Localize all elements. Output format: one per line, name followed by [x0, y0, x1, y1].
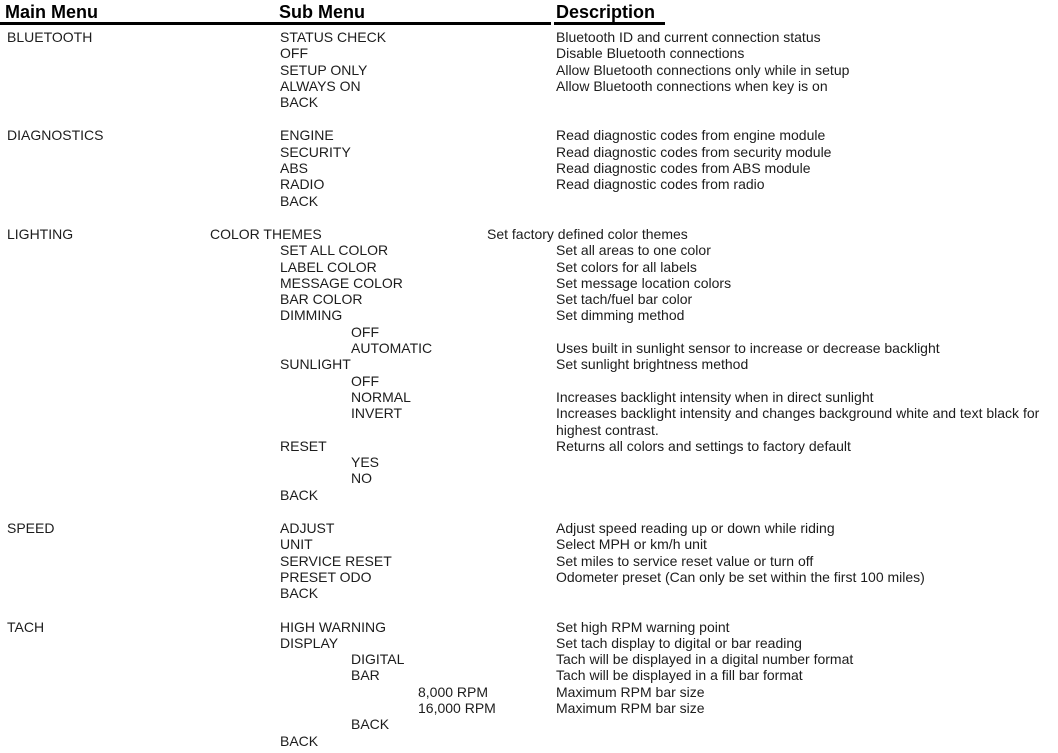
description-text: Set message location colors: [556, 274, 732, 291]
sub-menu-label: BACK: [280, 585, 319, 602]
description-text: Read diagnostic codes from radio: [556, 176, 765, 193]
menu-row: [0, 78, 1058, 94]
menu-row: [0, 667, 1058, 683]
menu-row: [0, 585, 1058, 601]
sub-menu-label: ENGINE: [280, 127, 334, 144]
description-text: Increases backlight intensity when in direct sunlight: [556, 388, 874, 405]
menu-row: [0, 651, 1058, 667]
description-text: Tach will be displayed in a digital number format: [556, 651, 854, 668]
menu-row: [0, 635, 1058, 651]
menu-section-diagnostics: [0, 127, 1058, 208]
description-text: Odometer preset (Can only be set within the first 100 miles): [556, 568, 925, 585]
description-text: Read diagnostic codes from engine module: [556, 127, 826, 144]
column-header-description: Description: [556, 2, 656, 22]
menu-row: [0, 226, 1058, 242]
sub-menu-label: RADIO: [280, 176, 325, 193]
menu-row: [0, 700, 1058, 716]
menu-row: [0, 487, 1058, 503]
sub-menu-label: PRESET ODO: [280, 568, 372, 585]
description-text: Disable Bluetooth connections: [556, 45, 745, 62]
description-text: Tach will be displayed in a fill bar format: [556, 667, 803, 684]
menu-row: [0, 569, 1058, 585]
sub-menu-label: BACK: [280, 192, 319, 209]
sub-menu-label: OFF: [351, 372, 379, 389]
description-text: Allow Bluetooth connections when key is on: [556, 77, 828, 94]
description-text: Maximum RPM bar size: [556, 699, 705, 716]
menu-row: [0, 716, 1058, 732]
menu-row: [0, 619, 1058, 635]
header-underline-left: [0, 22, 551, 25]
description-text: Set tach/fuel bar color: [556, 291, 693, 308]
sub-menu-label: ABS: [280, 160, 309, 177]
sub-menu-label: SETUP ONLY: [280, 61, 368, 78]
menu-row: [0, 553, 1058, 569]
sub-menu-label: BAR COLOR: [280, 291, 363, 308]
description-text: Set high RPM warning point: [556, 618, 730, 635]
description-text: Set miles to service reset value or turn off: [556, 552, 814, 569]
sub-menu-label: SERVICE RESET: [280, 552, 392, 569]
menu-row: [0, 356, 1058, 372]
menu-table-body: [0, 28, 1058, 749]
sub-menu-label: DIMMING: [280, 307, 343, 324]
menu-row: [0, 29, 1058, 45]
sub-menu-label: NORMAL: [351, 388, 411, 405]
sub-menu-label: BACK: [351, 716, 390, 733]
menu-section-bluetooth: [0, 29, 1058, 110]
main-menu-label: LIGHTING: [7, 225, 74, 242]
menu-row: [0, 160, 1058, 176]
description-text: Bluetooth ID and current connection status: [556, 29, 821, 45]
sub-menu-label: ADJUST: [280, 520, 335, 537]
main-menu-label: SPEED: [7, 520, 55, 537]
menu-row: [0, 291, 1058, 307]
sub-menu-label: YES: [351, 454, 380, 471]
menu-section-tach: [0, 619, 1058, 749]
menu-row: [0, 520, 1058, 536]
menu-row: [0, 94, 1058, 110]
description-text: Set colors for all labels: [556, 258, 697, 275]
column-header-main-menu: Main Menu: [5, 2, 98, 22]
menu-row: [0, 242, 1058, 258]
description-text: Uses built in sunlight sensor to increase or decrease backlight: [556, 340, 940, 357]
sub-menu-label: HIGH WARNING: [280, 618, 387, 635]
sub-menu-label: BACK: [280, 732, 319, 749]
menu-row: [0, 324, 1058, 340]
sub-menu-label: ALWAYS ON: [280, 77, 361, 94]
description-text: Set dimming method: [556, 307, 685, 324]
menu-row: [0, 340, 1058, 356]
sub-menu-label: 8,000 RPM: [418, 683, 489, 700]
menu-row: [0, 373, 1058, 389]
description-text: Select MPH or km/h unit: [556, 536, 707, 553]
menu-row: [0, 733, 1058, 749]
sub-menu-label: NO: [351, 470, 372, 487]
menu-row: [0, 193, 1058, 209]
menu-row: [0, 62, 1058, 78]
description-text: Adjust speed reading up or down while riding: [556, 520, 835, 537]
menu-row: [0, 259, 1058, 275]
menu-row: [0, 45, 1058, 61]
menu-section-lighting: [0, 226, 1058, 503]
sub-menu-label: AUTOMATIC: [351, 340, 433, 357]
sub-menu-label: STATUS CHECK: [280, 29, 387, 45]
sub-menu-label: 16,000 RPM: [418, 699, 496, 716]
sub-menu-label: BACK: [280, 486, 319, 503]
sub-menu-label: DISPLAY: [280, 634, 339, 651]
description-text: Set tach display to digital or bar reading: [556, 634, 802, 651]
sub-menu-label: SET ALL COLOR: [280, 242, 389, 259]
header-underline-right: [554, 22, 665, 25]
sub-menu-label: SUNLIGHT: [280, 356, 351, 373]
sub-menu-label: OFF: [280, 45, 308, 62]
sub-menu-label: LABEL COLOR: [280, 258, 377, 275]
sub-menu-label: BACK: [280, 94, 319, 111]
main-menu-label: DIAGNOSTICS: [7, 127, 104, 144]
sub-menu-label: MESSAGE COLOR: [280, 274, 403, 291]
description-text: Set all areas to one color: [556, 242, 711, 259]
description-text: Set sunlight brightness method: [556, 356, 749, 373]
menu-section-speed: [0, 520, 1058, 601]
sub-menu-label: INVERT: [351, 405, 403, 422]
description-text: Read diagnostic codes from ABS module: [556, 160, 811, 177]
description-text: Read diagnostic codes from security module: [556, 143, 832, 160]
menu-row: [0, 684, 1058, 700]
menu-row: [0, 438, 1058, 454]
sub-menu-label: OFF: [351, 323, 379, 340]
description-text: Returns all colors and settings to factory default: [556, 437, 851, 454]
table-header: [0, 0, 1058, 28]
menu-row: [0, 307, 1058, 323]
sub-menu-label: SECURITY: [280, 143, 351, 160]
main-menu-label: BLUETOOTH: [7, 29, 93, 45]
menu-row: [0, 470, 1058, 486]
sub-menu-label: RESET: [280, 437, 327, 454]
menu-row: [0, 275, 1058, 291]
description-text: Set factory defined color themes: [487, 225, 688, 242]
sub-menu-label: BAR: [351, 667, 380, 684]
menu-row: [0, 536, 1058, 552]
sub-menu-label: DIGITAL: [351, 651, 405, 668]
sub-menu-label: COLOR THEMES: [210, 225, 322, 242]
menu-row: [0, 389, 1058, 405]
description-text: Increases backlight intensity and changes background white and text black for highest contrast.: [556, 405, 1040, 438]
menu-row: [0, 144, 1058, 160]
menu-row: [0, 127, 1058, 143]
menu-row: [0, 176, 1058, 192]
description-text: Maximum RPM bar size: [556, 683, 705, 700]
menu-row: [0, 405, 1058, 438]
description-text: Allow Bluetooth connections only while in setup: [556, 61, 850, 78]
sub-menu-label: UNIT: [280, 536, 313, 553]
main-menu-label: TACH: [7, 618, 45, 635]
menu-row: [0, 454, 1058, 470]
column-header-sub-menu: Sub Menu: [279, 2, 365, 22]
